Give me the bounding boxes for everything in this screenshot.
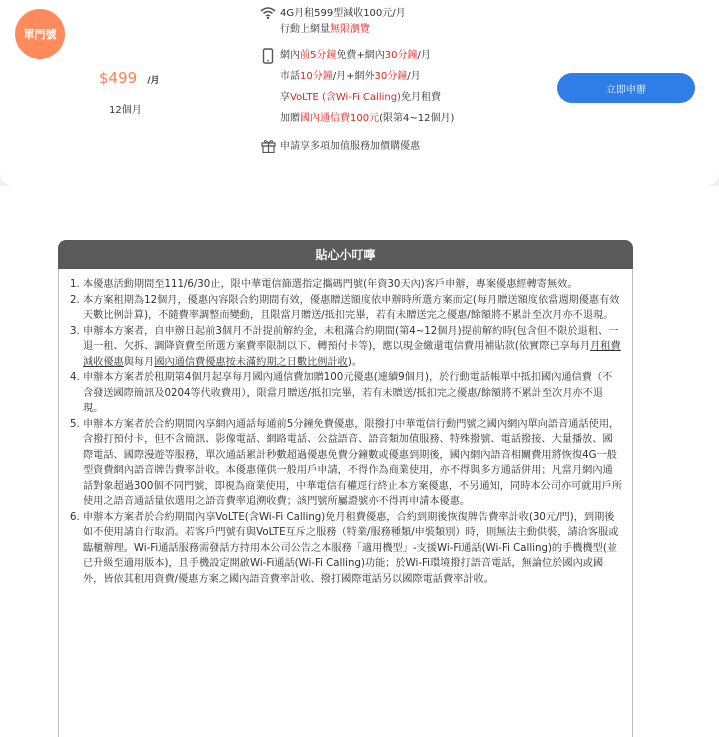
price-unit: /月: [147, 76, 160, 86]
benefit-line: 行動上網量無限瀏覽: [280, 24, 370, 35]
benefit-data: [256, 6, 496, 38]
benefit-line: 加贈國內通信費100元(限第4~12個月): [280, 113, 455, 124]
note-item: 2. 本方案租期為12個月，優惠內容限合約期間有效，優惠贈送額度依申辦時所選方案而定(每月贈送額度依當週期優惠有效天數比例計算)，不隨費率調整而變動，且限當月贈送/抵扣完畢，若有未贈送完之優惠/餘額將不累計至次月亦不退現。: [83, 293, 622, 324]
wifi-icon: [256, 6, 280, 20]
underlined-text: 國內通信費優惠按未滿約期之日數比例計收: [154, 356, 348, 368]
benefit-voice: [256, 48, 496, 127]
benefit-line: 市話10分鐘/月+網外30分鐘/月: [280, 71, 421, 82]
note-item: 1. 本優惠活動期間至111/6/30止，限中華電信篩選指定攜碼門號(年資30天內)客戶申辦，專案優惠經轉寄無效。: [83, 277, 622, 293]
phone-icon: [256, 48, 280, 64]
benefit-line: 申請享多項加值服務加價購優惠: [280, 141, 420, 152]
note-item: 4. 申辦本方案者於租期第4個月起享每月國內通信費加贈100元優惠(連續9個月)，於行動電話帳單中抵扣國內通信費（不含發送國際簡訊及0204等代收費用），限當月贈送/抵扣完畢，若有未贈送/抵扣完之優惠/餘額將不累計至次月亦不退現。: [83, 370, 622, 417]
single-number-badge: 單門號: [15, 9, 65, 59]
plan-card: [0, 0, 719, 186]
benefit-line: 網內前5分鐘免費+網內30分鐘/月: [280, 50, 431, 61]
notes-panel: [58, 240, 633, 737]
benefit-text: [280, 48, 454, 127]
notes-list: [59, 269, 632, 587]
notes-body: [58, 269, 633, 737]
benefit-line: 享VoLTE (含Wi-Fi Calling)免月租費: [280, 92, 441, 103]
underlined-text: 月租費減收優惠: [83, 341, 621, 368]
notes-title: 貼心小叮嚀: [58, 240, 633, 269]
price-value: $499: [99, 69, 138, 87]
benefit-text: [280, 6, 406, 38]
apply-now-button[interactable]: 立即申辦: [557, 73, 695, 103]
plan-price: [99, 69, 159, 87]
benefit-text: [280, 139, 420, 155]
note-item: 5. 申辦本方案者於合約期間內享網內通話每通前5分鐘免費優惠，限撥打中華電信行動門號之國內網內單向語音通話使用，含撥打預付卡，但不含簡訊、影像電話、網路電話、公益語音、語音類加值服務、特殊撥號、電話撥接、大量播放、國際電話、國際漫遊等服務，單次通話累計秒數超過優惠免費分鐘數或優惠到期後，國內網內語音相關費用將恢復4G一般型資費網內語音牌告費率計收。本優惠僅供一般用戶申請，不得作為商業使用，亦不得與多方通話併用；凡當月網內通話對象超過300個不同門號，即視為商業使用，中華電信有權逕行終止本方案優惠，不另通知，同時本公司亦可就用戶所使用之語音通話量依選用之語音費率追溯收費；該門號所屬證號亦不得再申請本優惠。: [83, 417, 622, 510]
note-item: 3. 申辦本方案者，自申辦日起前3個月不計提前解約金，未租滿合約期間(第4~12個月)提前解約時(包含但不限於退租、一退一租、欠拆、調降資費至所選方案費率限制以下、轉預付卡等)，應以現金繳還電信費用補貼款(依實際已享每月月租費減收優惠與每月國內通信費優惠按未滿約期之日數比例計收)。: [83, 324, 622, 371]
benefits-list: [256, 0, 496, 186]
gift-icon: [256, 139, 280, 153]
benefit-line: 4G月租599型減收100元/月: [280, 8, 406, 19]
benefit-addon: [256, 139, 496, 155]
contract-period: 12個月: [109, 105, 142, 116]
note-item: 6. 申辦本方案者於合約期間內享VoLTE(含Wi-Fi Calling)免月租費優惠，合約到期後恢復牌告費率計收(30元/門)，到期後如不使用請自行取消。若客戶門號有與VoLTE互斥之服務（特業/服務種類/申裝類別）時，則無法主動供裝，請洽客服或臨櫃辦理。Wi-Fi通話服務需發話方持用本公司公告之本服務「適用機型」-支援Wi-Fi通話(Wi-Fi Calling)的手機機型(並已升級至適用版本)，且手機設定開啟Wi-Fi通話(Wi-Fi Calling)功能；於Wi-Fi環境撥打語音電話，無論位於國內或國外，皆依其租用資費/優惠方案之國內語音費率計收、撥打國際電話另以國際電話費率計收。: [83, 510, 622, 588]
